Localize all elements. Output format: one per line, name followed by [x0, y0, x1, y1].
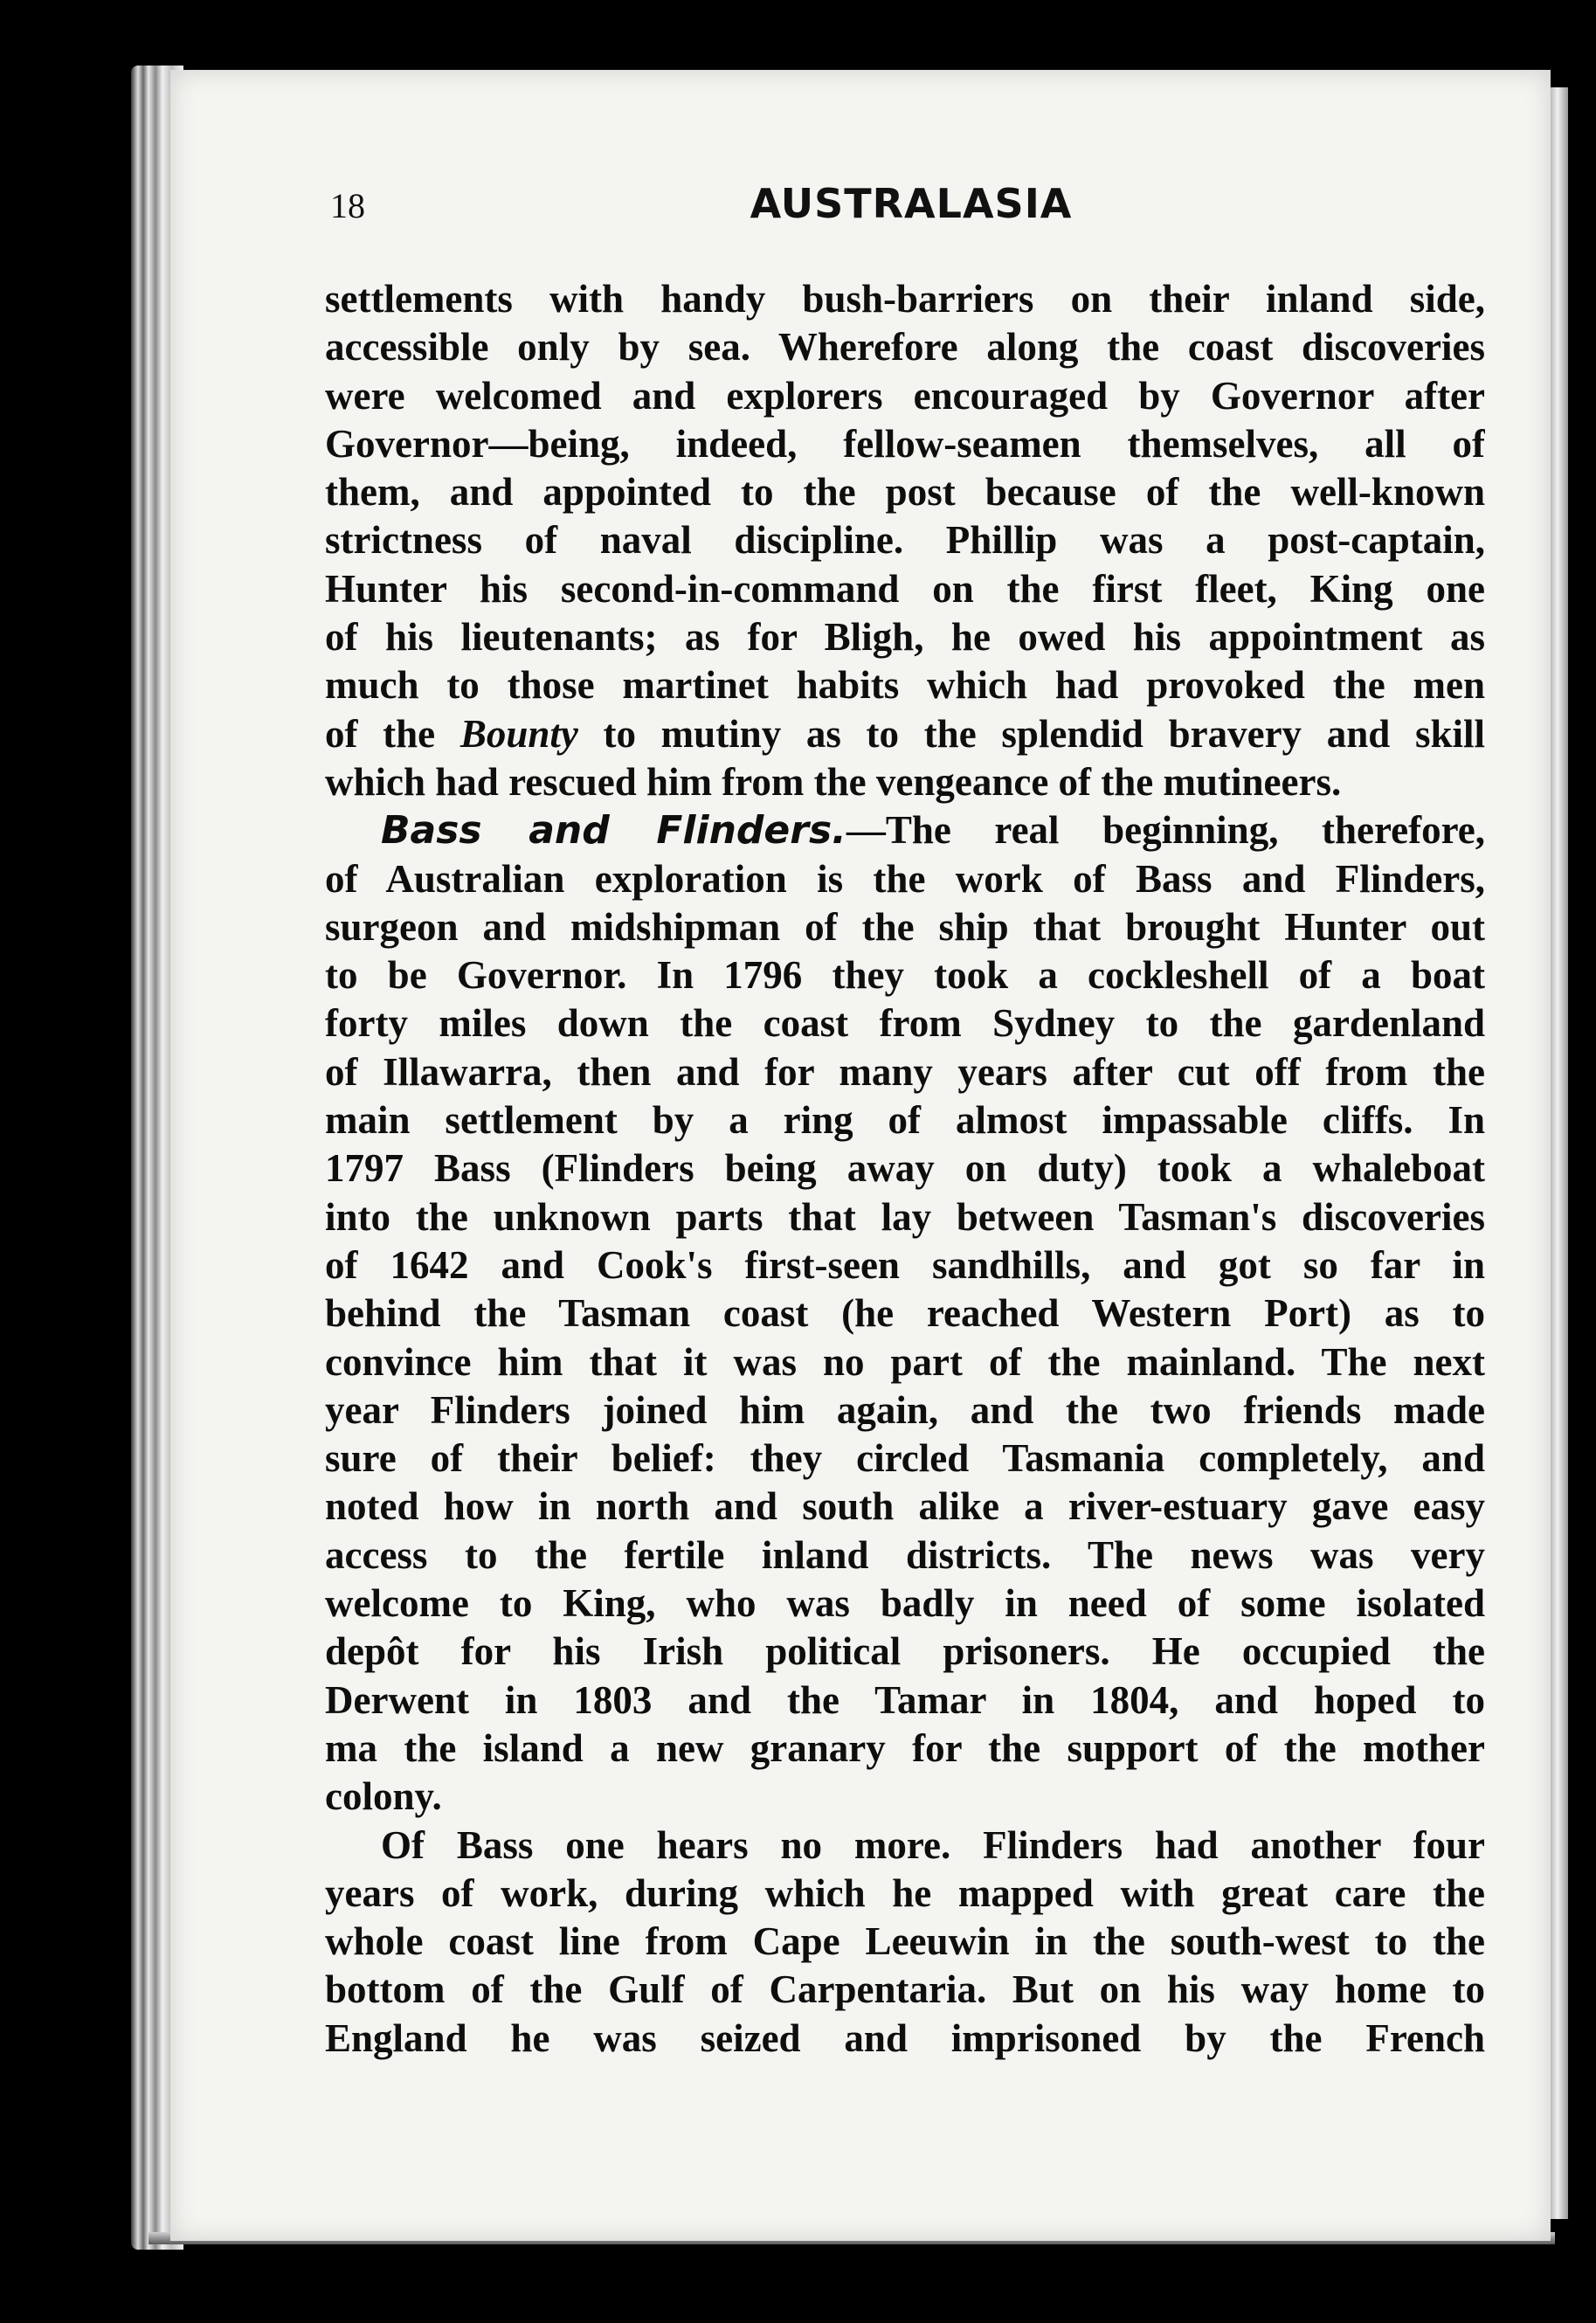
ship-name-bounty: Bounty — [459, 711, 578, 756]
text-line: Of Bass one hears no more. Flinders had another four — [381, 1822, 1485, 1867]
text-line: whole coast line from Cape Leeuwin in the south-west to the — [325, 1919, 1485, 1964]
text-line: forty miles down the coast from Sydney to the gardenland — [325, 1001, 1485, 1046]
next-page-edge — [1551, 87, 1568, 2219]
text-line: much to those martinet habits which had provoked the men — [325, 663, 1485, 708]
page-number: 18 — [330, 186, 365, 225]
text-line: years of work, during which he mapped with great care the — [325, 1870, 1485, 1915]
text-line: of his lieutenants; as for Bligh, he owed his appointment as — [325, 615, 1485, 660]
text-line: them, and appointed to the post because of the well-known — [325, 470, 1485, 515]
text-line: year Flinders joined him again, and the two friends made — [325, 1387, 1485, 1432]
text-line: of Illawarra, then and for many years after cut off from the — [325, 1049, 1485, 1094]
running-head-title: AUSTRALASIA — [750, 180, 1073, 227]
text-line: England he was seized and imprisoned by the French — [325, 2015, 1485, 2060]
text-line: of 1642 and Cook's first-seen sandhills, and got so far in — [325, 1242, 1485, 1287]
text-line: were welcomed and explorers encouraged by Governor after — [325, 373, 1485, 418]
text-line: strictness of naval discipline. Phillip was a post-captain, — [325, 518, 1485, 563]
text-line: bottom of the Gulf of Carpentaria. But on his way home to — [325, 1967, 1485, 2012]
text-line: settlements with handy bush-barriers on their inland side, — [325, 277, 1485, 321]
text-line: depôt for his Irish political prisoners. He occupied the — [325, 1629, 1485, 1674]
text-line: ma the island a new granary for the support of the mother — [325, 1725, 1485, 1770]
text-line: 1797 Bass (Flinders being away on duty) took a whaleboat — [325, 1146, 1485, 1191]
sidehead-bass-and-flinders: Bass and Flinders. — [381, 808, 846, 854]
text-line: surgeon and midshipman of the ship that brought Hunter out — [325, 904, 1485, 949]
text-segment: of the — [325, 711, 460, 756]
text-line: behind the Tasman coast (he reached Western Port) as to — [325, 1291, 1485, 1336]
text-segment: —The real beginning, therefore, — [846, 808, 1485, 853]
text-line: into the unknown parts that lay between Tasman's discoveries — [325, 1194, 1485, 1239]
text-line: access to the fertile inland districts. The news was very — [325, 1532, 1485, 1577]
text-line: main settlement by a ring of almost impassable cliffs. In — [325, 1098, 1485, 1143]
text-line: which had rescued him from the vengeance of the mutineers. — [325, 759, 1342, 804]
text-line: welcome to King, who was badly in need of some isolated — [325, 1581, 1485, 1626]
text-line: noted how in north and south alike a river-estuary gave easy — [325, 1484, 1485, 1529]
body-text — [325, 275, 1485, 2063]
text-line-bounty — [325, 710, 1485, 758]
text-line: Hunter his second-in-command on the first fleet, King one — [325, 566, 1485, 611]
text-line: Derwent in 1803 and the Tamar in 1804, and hoped to — [325, 1677, 1485, 1722]
text-line: to be Governor. In 1796 they took a cockleshell of a boat — [325, 953, 1485, 998]
text-line: colony. — [325, 1774, 442, 1819]
text-line: convince him that it was no part of the mainland. The next — [325, 1339, 1485, 1384]
text-line: accessible only by sea. Wherefore along the coast discoveries — [325, 325, 1485, 370]
running-head — [330, 175, 1492, 236]
text-segment: to mutiny as to the splendid bravery and skill — [577, 711, 1485, 756]
text-line-sidehead — [325, 806, 1485, 854]
text-line: of Australian exploration is the work of Bass and Flinders, — [325, 856, 1485, 901]
text-line: Governor—being, indeed, fellow-seamen themselves, all of — [325, 421, 1485, 466]
text-line: sure of their belief: they circled Tasmania completely, and — [325, 1436, 1485, 1481]
